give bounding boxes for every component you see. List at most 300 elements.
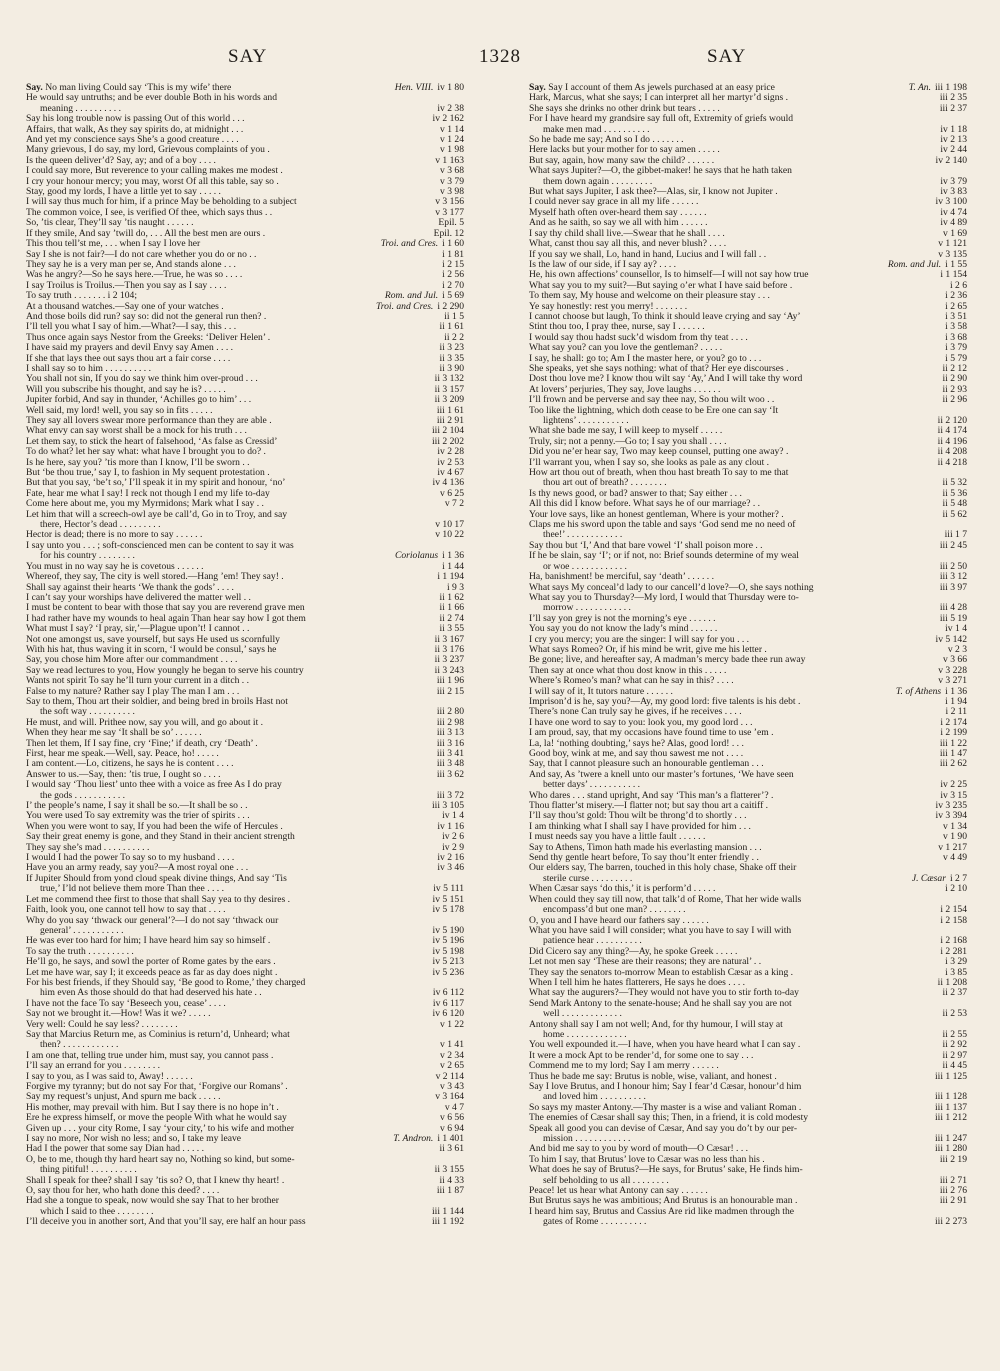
entry-text (26, 458, 433, 468)
quotation: How art thou out of breath, when thou hast breath To say to me that (529, 468, 789, 479)
quotation: I will say of it, It tutors nature . . . . . . (529, 686, 673, 697)
concordance-entry (26, 270, 464, 280)
concordance-entry (529, 489, 967, 499)
entry-text (26, 572, 433, 582)
quotation: So says my master Antony.—Thy master is a wise and valiant Roman . (529, 1102, 802, 1113)
entry-text (543, 562, 936, 572)
concordance-entry (529, 843, 967, 853)
play-title: T. Andron. (393, 1133, 434, 1145)
act-scene-line: v 4 49 (943, 852, 967, 864)
citation (936, 1196, 967, 1206)
quotation: thing pitiful! . . . . . . . . . . (40, 1165, 137, 1176)
concordance-entry (529, 343, 967, 353)
quotation: He was ever too hard for him; I have heard him say so himself . (26, 936, 271, 947)
concordance-entry (26, 250, 464, 260)
act-scene-line: ii 3 35 (439, 352, 464, 364)
act-scene-line: i 5 69 (442, 290, 464, 302)
act-scene-line: i 5 79 (945, 352, 967, 364)
quotation: Is he here, say you? ’tis more than I know, I’ll be sworn . . (26, 457, 250, 468)
entry-text (529, 999, 967, 1009)
concordance-entry (529, 1207, 967, 1217)
act-scene-line: iii 1 198 (935, 82, 967, 93)
concordance-entry (26, 1061, 464, 1071)
concordance-entry (543, 125, 967, 135)
quotation: When you were wont to say, If you had been the wife of Hercules . (26, 821, 283, 832)
citation (938, 395, 967, 405)
entry-text (529, 947, 936, 957)
concordance-entry (529, 1196, 967, 1206)
quotation: Say thou but ‘I,’ And that bare vowel ‘I’ shall poison more . . (529, 540, 763, 551)
entry-text (26, 135, 436, 145)
act-scene-line: iv 3 394 (935, 810, 967, 822)
act-scene-line: v 1 34 (943, 820, 967, 832)
entry-text (26, 1155, 464, 1165)
quotation: But what says Jupiter, I ask thee?—Alas, sir, I know not Jupiter . (529, 187, 778, 198)
entry-text (543, 1009, 938, 1019)
act-scene-line: iii 2 104 (432, 425, 464, 437)
concordance-entry (529, 1061, 967, 1071)
concordance-entry (40, 551, 464, 561)
concordance-entry (529, 1186, 967, 1196)
entry-text (529, 916, 936, 926)
concordance-entry (529, 593, 967, 603)
concordance-entry (529, 312, 967, 322)
act-scene-line: iv 2 53 (437, 456, 464, 468)
concordance-entry (26, 1082, 464, 1092)
concordance-entry (529, 364, 967, 374)
concordance-entry (26, 614, 464, 624)
quotation: encompass’d but one man? . . . . . . . . (543, 905, 686, 916)
entry-text (26, 177, 436, 187)
concordance-entry (26, 957, 464, 967)
citation (931, 1113, 967, 1123)
citation (931, 1217, 967, 1227)
act-scene-line: iv 5 111 (433, 883, 464, 895)
quotation: Speak all good you can devise of Cæsar, And say you do’t by our per- (529, 1123, 798, 1134)
concordance-entry (26, 655, 464, 665)
act-scene-line: ii 2 37 (942, 987, 967, 999)
entry-text (40, 707, 433, 717)
concordance-entry (26, 749, 464, 759)
entry-text (40, 1207, 428, 1217)
concordance-entry (543, 1217, 967, 1227)
concordance-entry (26, 811, 464, 821)
act-scene-line: ii 4 45 (942, 1060, 967, 1072)
quotation: So he bade me say; And so I do . . . . . . . (529, 135, 684, 146)
entry-text (529, 718, 936, 728)
concordance-entry (26, 968, 464, 978)
act-scene-line: iv 6 117 (432, 997, 464, 1009)
act-scene-line: iv 2 16 (437, 852, 464, 864)
entry-text (529, 343, 941, 353)
concordance-entry (26, 583, 464, 593)
quotation: And yet my conscience says She’s a good creature . . . . (26, 135, 239, 146)
concordance-entry (26, 364, 464, 374)
concordance-entry (543, 780, 967, 790)
quotation: No man living Could say ‘This is my wife’ there (45, 83, 232, 93)
quotation: What say you to my suit?—But saying o’er what I have said before . (529, 280, 793, 291)
entry-text (529, 1113, 931, 1123)
concordance-entry (26, 843, 464, 853)
act-scene-line: iv 4 136 (432, 477, 464, 489)
concordance-entry (26, 458, 464, 468)
concordance-entry (26, 93, 464, 103)
act-scene-line: ii 2 12 (942, 362, 967, 374)
act-scene-line: i 3 29 (945, 956, 967, 968)
act-scene-line: iii 1 137 (935, 1101, 967, 1113)
act-scene-line: i 1 44 (442, 560, 464, 572)
entry-text (529, 676, 934, 686)
quotation: I am proud, say, that my occasions have found time to use ’em . (529, 728, 774, 739)
concordance-entry (26, 1113, 464, 1123)
quotation: You well expounded it.—I have, when you have heard what I can say . (529, 1040, 801, 1051)
concordance-entry (40, 104, 464, 114)
concordance-entry (26, 562, 464, 572)
entry-text (529, 374, 938, 384)
entry-text (529, 1061, 938, 1071)
quotation: If you say we shall, Lo, hand in hand, Lucius and I will fall . . (529, 249, 767, 260)
act-scene-line: i 3 85 (945, 966, 967, 978)
quotation: I had rather have my wounds to heal again Than hear say how I got them (26, 613, 306, 624)
concordance-entry (529, 1072, 967, 1082)
citation (435, 1144, 464, 1154)
concordance-entry (529, 614, 967, 624)
quotation: I’ll say an errand for you . . . . . . . . (26, 1061, 161, 1072)
citation (941, 884, 967, 894)
concordance-entry (529, 1124, 967, 1134)
entry-text (529, 426, 934, 436)
concordance-entry (529, 728, 967, 738)
entry-text (529, 187, 936, 197)
concordance-entry (529, 510, 967, 520)
entry-text (26, 1124, 436, 1134)
act-scene-line: ii 2 55 (942, 1028, 967, 1040)
quotation: Why do you say ‘thwack our general’?—I do not say ‘thwack our (26, 915, 279, 926)
quotation: When could they say till now, that talk’d of Rome, That her wide walls (529, 894, 802, 905)
act-scene-line: ii 4 33 (439, 1174, 464, 1186)
quotation: Let not men say ‘These are their reasons; they are natural’ . . (529, 957, 762, 968)
quotation: Truly, sir; not a penny.—Go to; I say you shall . . . . (529, 436, 727, 447)
entry-text (26, 832, 438, 842)
play-title: T. An. (908, 82, 932, 93)
act-scene-line: ii 3 243 (434, 664, 464, 676)
entry-text (529, 593, 967, 603)
concordance-entry (529, 156, 967, 166)
entry-text (26, 978, 464, 988)
concordance-entry (529, 93, 967, 103)
citation (936, 541, 967, 551)
quotation: O, say thou for her, who hath done this deed? . . . . (26, 1186, 220, 1197)
entry-text (26, 1144, 435, 1154)
quotation: home . . . . . . . . . . . . . (543, 1029, 627, 1040)
concordance-entry (529, 811, 967, 821)
concordance-entry (26, 697, 464, 707)
page-number: 1328 (479, 46, 521, 67)
act-scene-line: ii 3 55 (439, 623, 464, 635)
concordance-entry (529, 999, 967, 1009)
quotation: What says Jupiter?—O, the gibbet-maker! he says that he hath taken (529, 166, 792, 177)
quotation: Have you an army ready, say you?—A most royal one . . . (26, 863, 249, 874)
act-scene-line: iii 2 15 (436, 685, 464, 697)
citation (433, 770, 464, 780)
entry-text (26, 156, 431, 166)
concordance-entry (26, 208, 464, 218)
act-scene-line: iii 2 91 (436, 415, 464, 426)
quotation: She says she drinks no other drink but tears . . . . . (529, 103, 720, 114)
act-scene-line: i 1 36 (945, 685, 967, 697)
quotation: They say she’s mad . . . . . . . . . . (26, 842, 150, 853)
concordance-entry (26, 645, 464, 655)
act-scene-line: iv 3 46 (437, 862, 464, 874)
quotation: What says Romeo? Or, if his mind be writ, give me his letter . (529, 644, 767, 655)
entry-text (26, 687, 433, 697)
entry-text (40, 104, 433, 114)
left-column (26, 83, 464, 1228)
entry-text (26, 1176, 435, 1186)
concordance-entry (26, 780, 464, 790)
entry-text (529, 884, 941, 894)
entry-text (529, 114, 967, 124)
concordance-entry (26, 1217, 464, 1227)
concordance-entry (529, 968, 967, 978)
quotation: Be gone; live, and hereafter say, A madman’s mercy bade thee run away (529, 655, 806, 666)
concordance-entry (529, 1082, 967, 1092)
act-scene-line: iii 3 72 (436, 789, 464, 801)
concordance-entry (529, 395, 967, 405)
act-scene-line: iii 1 87 (436, 1185, 464, 1197)
act-scene-line: v 1 163 (435, 154, 464, 166)
concordance-entry (529, 1144, 967, 1154)
quotation: for his country . . . . . . . . (40, 551, 135, 562)
quotation: Many grievous, I do say, my lord, Grievous complaints of you . (26, 145, 270, 156)
act-scene-line: v 6 25 (440, 487, 464, 499)
quotation: It were a mock Apt to be render’d, for some one to say . . . (529, 1050, 754, 1061)
quotation: You say you do not know the lady’s mind . . . . . . (529, 624, 718, 635)
act-scene-line: iv 2 28 (437, 446, 464, 458)
quotation: What say you? can you love the gentleman? . . . . . (529, 343, 723, 354)
act-scene-line: i 3 79 (945, 342, 967, 354)
act-scene-line: i 1 94 (945, 695, 967, 707)
play-title: Rom. and Jul. (384, 290, 439, 302)
concordance-entry (543, 1009, 967, 1019)
entry-text (529, 364, 938, 374)
concordance-entry (529, 437, 967, 447)
entry-text (529, 395, 938, 405)
concordance-entry (529, 791, 967, 801)
act-scene-line: ii 3 209 (434, 394, 464, 406)
quotation: But say, again, how many saw the child? . . . . . . (529, 155, 715, 166)
concordance-entry (26, 666, 464, 676)
concordance-entry (40, 988, 464, 998)
concordance-entry (543, 1176, 967, 1186)
concordance-entry (529, 385, 967, 395)
concordance-entry (543, 478, 967, 488)
entry-text (40, 884, 429, 894)
concordance-entry (26, 916, 464, 926)
entry-text (529, 863, 967, 873)
act-scene-line: iii 2 80 (436, 706, 464, 718)
act-scene-line: ii 2 2 (444, 331, 464, 343)
concordance-entry (26, 499, 464, 509)
quotation: Our elders say, The barren, touched in this holy chase, Shake off their (529, 863, 797, 874)
act-scene-line: i 1 60 (442, 238, 464, 250)
concordance-entry (529, 468, 967, 478)
concordance-entry (529, 687, 967, 697)
act-scene-line: iv 2 13 (940, 134, 967, 146)
act-scene-line: iv 5 190 (432, 924, 464, 936)
running-head-left: SAY (228, 46, 268, 67)
concordance-entry (543, 416, 967, 426)
act-scene-line: ii 3 176 (434, 643, 464, 655)
concordance-entry (529, 239, 967, 249)
entry-text (26, 655, 431, 665)
citation (938, 988, 967, 998)
concordance-entry (529, 676, 967, 686)
act-scene-line: v 2 114 (435, 1070, 464, 1082)
quotation: then? . . . . . . . . . . . . (40, 1040, 119, 1051)
concordance-entry (40, 884, 464, 894)
quotation: False to my nature? Rather say I play The man I am . . . (26, 686, 240, 697)
concordance-entry (26, 468, 464, 478)
concordance-entry (529, 166, 967, 176)
act-scene-line: iii 3 12 (939, 571, 967, 583)
entry-text (529, 156, 932, 166)
entry-text (26, 302, 372, 312)
quotation: Send Mark Antony to the senate-house; And he shall say you are not (529, 998, 792, 1009)
act-scene-line: iv 1 80 (437, 82, 464, 93)
quotation: Too like the lightning, which doth cease to be Ere one can say ‘It (529, 405, 779, 416)
act-scene-line: ii 3 23 (439, 342, 464, 354)
entry-text (26, 197, 431, 207)
concordance-entry (543, 562, 967, 572)
act-scene-line: iii 5 19 (939, 612, 967, 624)
quotation: Thou flatter’st misery.—I flatter not; but say thou art a caitiff . (529, 801, 769, 812)
citation (936, 1155, 967, 1165)
entry-text (529, 811, 932, 821)
concordance-entry (26, 572, 464, 582)
concordance-entry (529, 197, 967, 207)
entry-text (529, 739, 936, 749)
act-scene-line: iii 2 19 (939, 1153, 967, 1165)
act-scene-line: i 2 154 (940, 904, 967, 916)
act-scene-line: iii 2 50 (939, 560, 967, 572)
concordance-entry (26, 437, 464, 447)
entry-text (26, 1217, 428, 1227)
quotation: But ‘be thou true,’ say I, to fashion in My sequent protestation . (26, 468, 270, 479)
entry-text (543, 530, 941, 540)
concordance-entry (26, 510, 464, 520)
concordance-entry (26, 978, 464, 988)
act-scene-line: iii 1 192 (432, 1216, 464, 1228)
quotation: I shall say so to him . . . . . . . . . . (26, 363, 151, 374)
act-scene-line: iii 1 144 (432, 1205, 464, 1217)
act-scene-line: iii 3 62 (436, 768, 464, 780)
quotation: La, la! ‘nothing doubting,’ says he? Alas, good lord! . . . (529, 738, 744, 749)
quotation: Had I the power that some say Dian had . . . . . (26, 1144, 204, 1155)
concordance-entry (26, 603, 464, 613)
act-scene-line: iv 4 74 (940, 206, 967, 218)
entry-text (529, 499, 938, 509)
quotation: The enemies of Cæsar shall say this; Then, in a friend, it is cold modesty (529, 1113, 809, 1124)
entry-text (26, 510, 464, 520)
quotation: All this did I know before. What says he of our marriage? . . (529, 499, 761, 510)
act-scene-line: ii 1 66 (439, 602, 464, 614)
entry-text (529, 749, 936, 759)
concordance-entry (26, 374, 464, 384)
quotation: thee!’ . . . . . . . . . . . . (543, 530, 623, 541)
quotation: and loved him . . . . . . . . . . (543, 1092, 646, 1103)
act-scene-line: iii 2 273 (935, 1216, 967, 1228)
entry-text (543, 780, 936, 790)
concordance-entry (529, 884, 967, 894)
act-scene-line: iv 6 112 (432, 987, 464, 999)
quotation: Not one amongst us, save yourself, but says He used us scornfully (26, 634, 280, 645)
quotation: Let me have war, say I; it exceeds peace as far as day does night . (26, 967, 278, 978)
quotation: His mother, may prevail with him. But I say there is no hope in’t . (26, 1102, 279, 1113)
quotation: I say Troilus is Troilus.—Then you say as I say . . . . (26, 280, 227, 291)
quotation: Say their great enemy is gone, and they Stand in their ancient strength (26, 832, 295, 843)
entry-text (543, 125, 936, 135)
citation (441, 499, 464, 509)
entry-text (529, 1103, 931, 1113)
quotation: When they hear me say ‘It shall be so’ . . . . . . (26, 728, 202, 739)
concordance-entry (26, 770, 464, 780)
act-scene-line: v 3 271 (938, 675, 967, 687)
quotation: You shall not sin, If you do say we think him over-proud . . . (26, 374, 258, 385)
act-scene-line: iv 2 44 (940, 144, 967, 156)
entry-text (529, 520, 967, 530)
entry-text (529, 697, 941, 707)
concordance-entry (529, 499, 967, 509)
quotation: Stint thou too, I pray thee, nurse, say I . . . . . . (529, 322, 705, 333)
entry-text (529, 1186, 936, 1196)
act-scene-line: v 1 22 (440, 1018, 464, 1030)
entry-text (26, 916, 464, 926)
quotation: So, ’tis clear, They’ll say ’tis naught . . . . . . (26, 218, 194, 229)
concordance-entry (529, 187, 967, 197)
entry-text (543, 478, 938, 488)
act-scene-line: i 9 3 (446, 581, 464, 593)
concordance-entry (26, 1176, 464, 1186)
entry-text (26, 468, 433, 478)
act-scene-line: ii 2 93 (942, 383, 967, 395)
concordance-entry (529, 229, 967, 239)
act-scene-line: iv 5 213 (432, 956, 464, 968)
act-scene-line: iv 2 140 (935, 154, 967, 166)
citation (931, 1072, 967, 1082)
entry-text (26, 416, 433, 426)
play-title: T. of Athens (895, 685, 942, 697)
quotation: which I said to thee . . . . . . . . (40, 1206, 154, 1217)
quotation: Shall I speak for thee? shall I say ’tis so? O, that I knew thy heart! . (26, 1175, 285, 1186)
concordance-entry (26, 895, 464, 905)
citation (936, 583, 967, 593)
entry-text (26, 114, 429, 124)
quotation: I would I had the power To say so to my husband . . . . (26, 853, 235, 864)
quotation: I’ the people’s name, I say it shall be so.—It shall be so . . (26, 801, 248, 812)
act-scene-line: v 2 65 (440, 1060, 464, 1072)
entry-text (543, 1217, 931, 1227)
quotation: mission . . . . . . . . . . . . (543, 1134, 631, 1145)
entry-text (529, 1020, 967, 1030)
entry-text (529, 1155, 936, 1165)
entry-text (26, 999, 429, 1009)
quotation: What does he say of Brutus?—He says, for Brutus’ sake, He finds him- (529, 1165, 803, 1176)
act-scene-line: iii 1 96 (436, 675, 464, 687)
entry-text (26, 583, 443, 593)
entry-text (529, 707, 942, 717)
act-scene-line: iii 4 28 (939, 602, 967, 614)
